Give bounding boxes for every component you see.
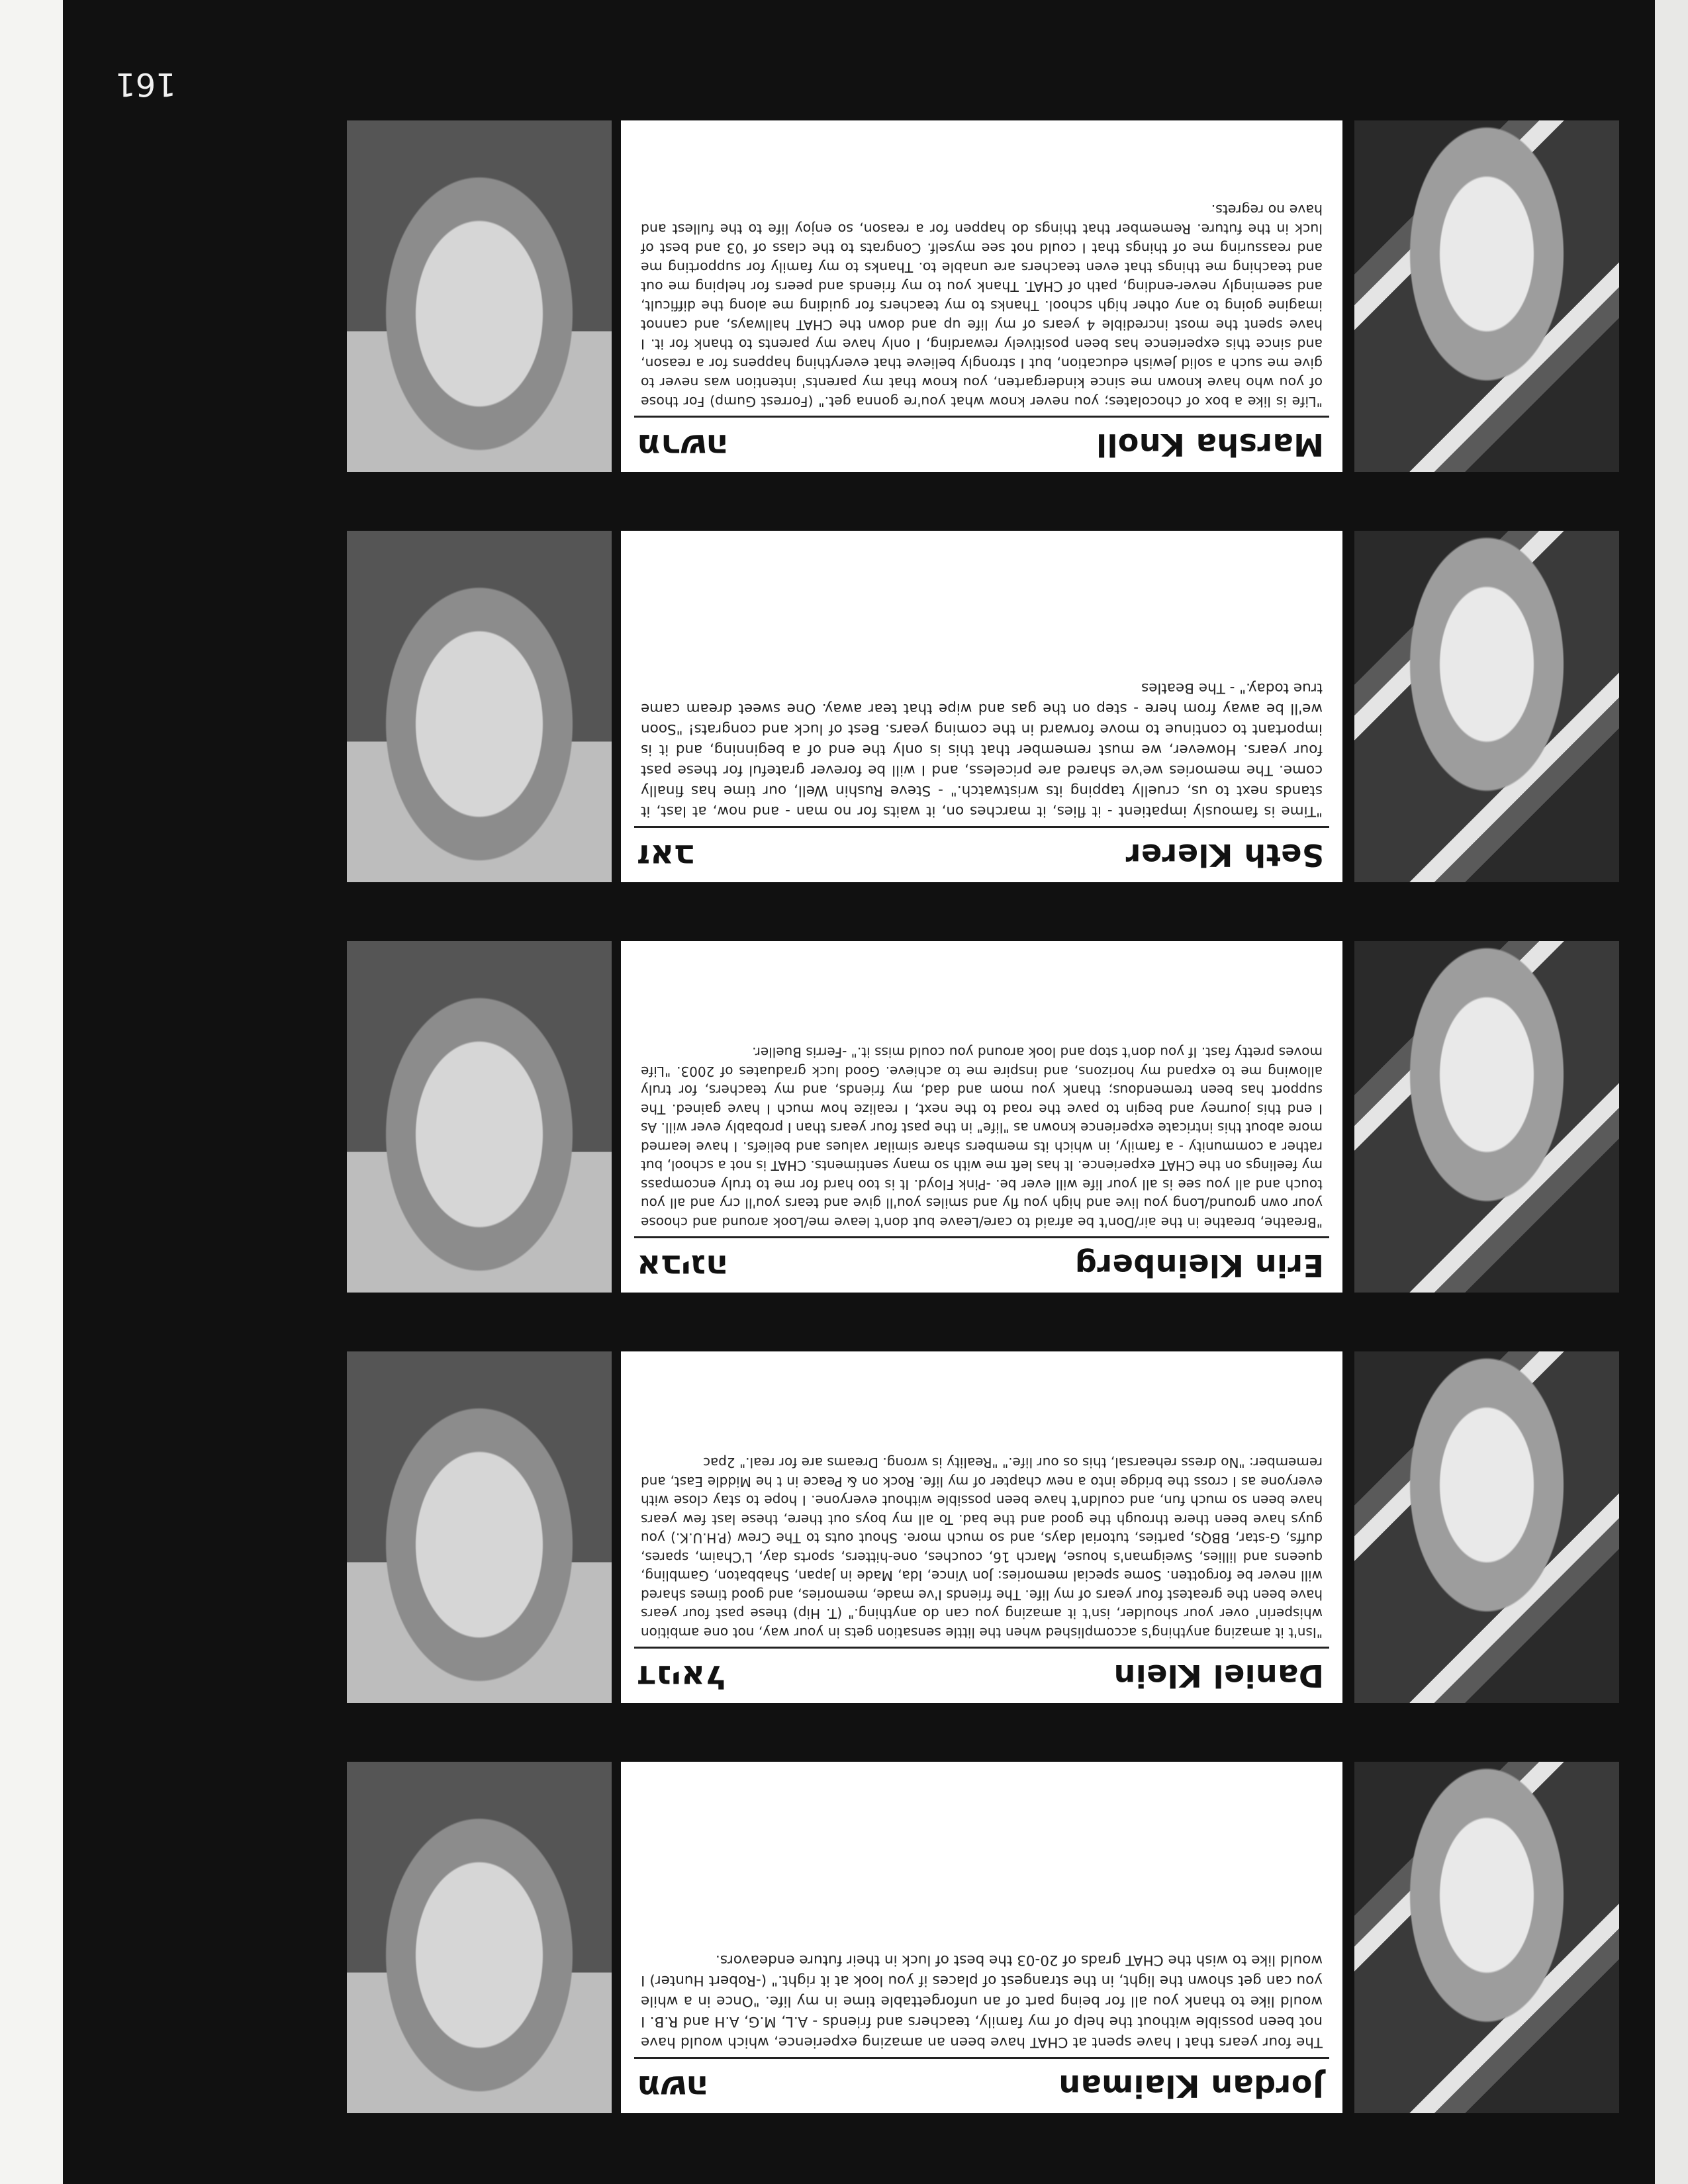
student-name: Jordan Klaiman [1058, 2068, 1324, 2104]
hebrew-name: מרשה [637, 427, 729, 465]
student-quote: "Breathe, breathe in the air/Don't be afraid to care/Leave but don't leave me/Look around and choose your own ground/Long you live and high you fly and smiles you'll give and tears you'll cry and all you touch and all you see is all your life will ever be. -Pink Floyd. It is too hard for me to truly encompass my feelings on the CHAT experience. It has left me with so many sentiments. CHAT is not a school, but rather a community - a family, in which its members share similar values and beliefs. I have learned more about this intricate experience known as "life" in the past four years than I probably ever will. As I end this journey and begin to pave the road to the next, I realize how much I have gained. The support has been tremendous; thank you mom and dad, my friends, and my teachers, for truly allowing me to expand my horizons, and inspire me to achieve. Good luck graduates of 2003. "Life moves pretty fast. If you don't stop and look around you could miss it." -Ferris Bueller. [641, 1044, 1323, 1230]
entry-text-card [621, 531, 1342, 882]
student-quote: "Isn't it amazing anything's accomplished when the little sensation gets in your way, not one ambition whisperin' over your shoulder, isn't it amazing you can do anything." (T. Hip) these past four years have been the greatest four years of my life. The friends I've made, memories, and good times shared will never be forgotten. Some special memories: Jon Vince, Ida, Made in Japan, Shabbaton, Gambling, queens and lillies, Sweigman's house, March 16, couches, one-hitters, sports day, L'Chaim, spares, duffs, G-star, BBQs, parties, tutorial days, and so much more. Shout outs to The Crew (P.H.U.K.) you guys have been there through the good and the bad. To all my boys out there, these last few years have been so much fun, and couldn't have been possible without everyone. I hope to stay close with everyone as I cross the bridge into a new chapter of my life. Rock on & Peace in t he Middle East, and remember: "No dress rehearsal, this os our life." "Reality is wrong. Dreams are for real." 2pac [641, 1455, 1323, 1641]
entry-text-card [621, 1762, 1342, 2113]
name-divider [634, 2057, 1329, 2059]
senior-portrait-photo [1354, 120, 1619, 472]
student-name: Seth Klerer [1125, 837, 1324, 873]
entry-text-card [621, 120, 1342, 472]
hebrew-name: משה [637, 2068, 709, 2107]
entry-text-card [621, 1351, 1342, 1703]
senior-portrait-photo [1354, 1351, 1619, 1703]
childhood-photo [347, 120, 612, 472]
entry-text-card [621, 941, 1342, 1293]
student-name: Erin Kleinberg [1074, 1248, 1324, 1283]
name-divider [634, 1236, 1329, 1238]
hebrew-name: אביגה [637, 1248, 729, 1286]
hebrew-name: זאב [637, 837, 694, 876]
childhood-photo [347, 531, 612, 882]
student-name: Daniel Klein [1113, 1658, 1324, 1694]
student-name: Marsha Knoll [1096, 427, 1324, 463]
student-quote: "Life is like a box of chocolates; you never know what you're gonna get." (Forrest Gump) For those of you who have known me since kindergarten, you know that my parents' intention was never to give me such a solid Jewish education, but I strongly believe that everything happens for a reason, and since this experience has been positively rewarding, I only have my parents to thank for it. I have spent the most incredible 4 years of my life up and down the CHAT hallways, and cannot imagine going to any other high school. Thanks to my teachers for guiding me along the difficult, and seemingly never-ending, path of CHAT. Thank you to my friends and peers for helping me out and teaching me things that even teachers are unable to. Thanks to my family for supporting me and reassuring me of things that I could not see myself. Congrats to the class of '03 and best of luck in the future. Remember that things do happen for a reason, so enjoy life to the fullest and have no regrets. [641, 202, 1323, 410]
hebrew-name: דניאל [637, 1658, 726, 1696]
name-divider [634, 1647, 1329, 1649]
senior-entry [338, 933, 1628, 1300]
senior-portrait-photo [1354, 531, 1619, 882]
name-divider [634, 826, 1329, 828]
senior-entry [338, 523, 1628, 890]
senior-entry [338, 1343, 1628, 1711]
senior-entry [338, 1754, 1628, 2121]
scan-margin [1655, 0, 1688, 2184]
childhood-photo [347, 941, 612, 1293]
senior-portrait-photo [1354, 1762, 1619, 2113]
childhood-photo [347, 1762, 612, 2113]
senior-entry [338, 113, 1628, 480]
student-quote: The four years that I have spent at CHAT have been an amazing experience, which would have not been possible without the help of my family, teachers and friends - A.L, M.G, A.H and R.B. I would like to thank you all for being part of an unforgettable time in my life. "Once in a while you can get shown the light, in the strangest of places if you look at it right." (-Robert Hunter) I would like to wish the CHAT grads of 20-03 the best of luck in their future endeavors. [641, 1952, 1323, 2050]
childhood-photo [347, 1351, 612, 1703]
student-quote: "Time is famously impatient - it flies, it marches on, it waits for no man - and now, at last, it stands next to us, cruelly tapping its wristwatch." - Steve Rushin Well, our time has finally come. The memories we've shared are priceless, and I will be forever grateful for these past four years. However, we must remember that this is only the end of a beginning, and it is important to continue to move forward in the coming years. Best of luck and congrats! "Soon we'll be away from here - step on the gas and wipe that tear away. One sweet dream came true today." - The Beatles [641, 680, 1323, 819]
senior-portrait-photo [1354, 941, 1619, 1293]
name-divider [634, 416, 1329, 418]
page-number: 161 [115, 66, 176, 103]
